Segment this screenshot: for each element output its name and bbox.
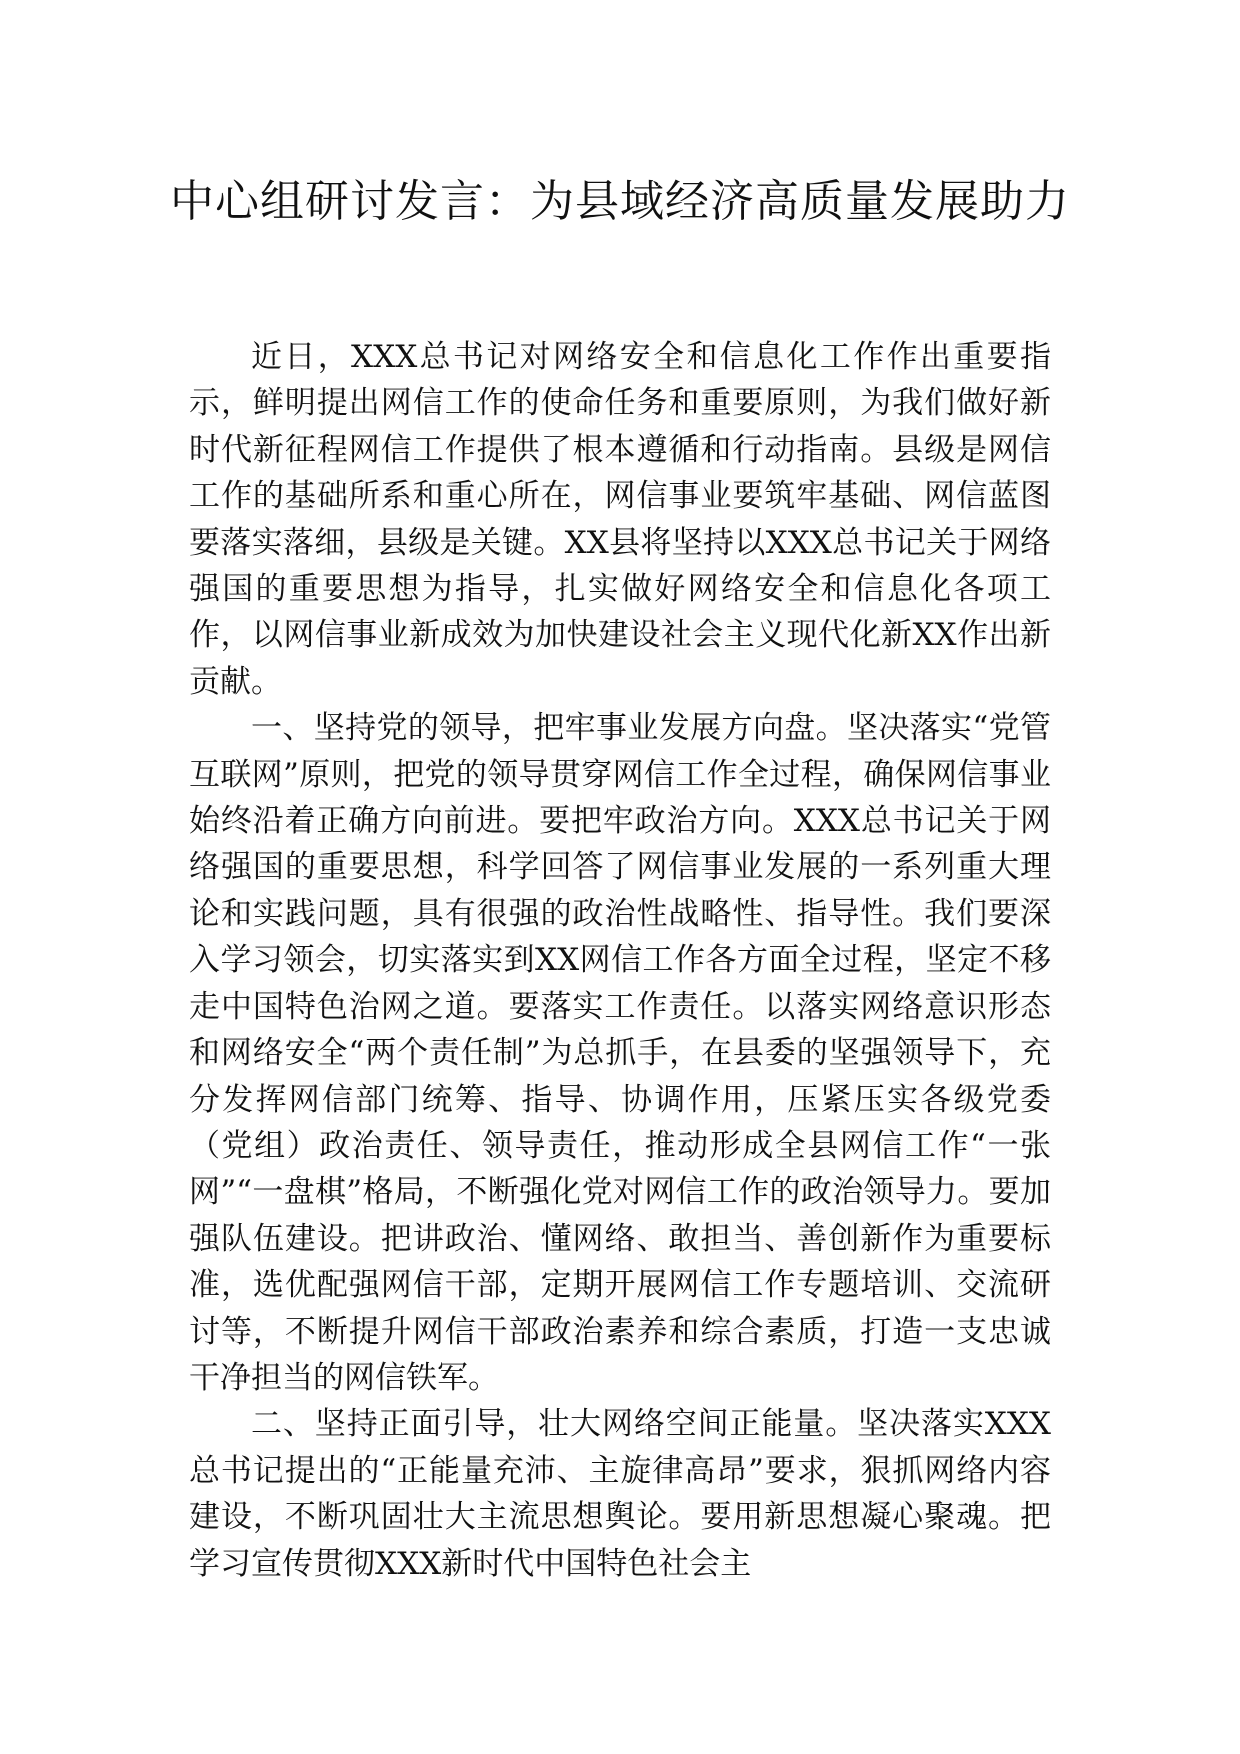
document-title: 中心组研讨发言：为县域经济高质量发展助力: [170, 176, 1070, 227]
paragraph-lead: 二、坚持正面引导，壮大网络空间正能量。: [251, 1406, 858, 1443]
paragraph-section-1: [189, 705, 1051, 1401]
paragraph-text: 坚决落实“党管互联网”原则，把党的领导贯穿网信工作全过程，确保网信事业始终沿着正确方向前进。要把牢政治方向。XXX总书记关于网络强国的重要思想，科学回答了网信事业发展的一系列重大理论和实践问题，具有很强的政治性战略性、指导性。我们要深入学习领会，切实落实到XX网信工作各方面全过程，坚定不移走中国特色治网之道。要落实工作责任。以落实网络意识形态和网络安全“两个责任制”为总抓手，在县委的坚强领导下，充分发挥网信部门统筹、指导、协调作用，压紧压实各级党委（党组）政治责任、领导责任，推动形成全县网信工作“一张网”“一盘棋”格局，不断强化党对网信工作的政治领导力。要加强队伍建设。把讲政治、懂网络、敢担当、善创新作为重要标准，选优配强网信干部，定期开展网信工作专题培训、交流研讨等，不断提升网信干部政治素养和综合素质，打造一支忠诚干净担当的网信铁军。: [189, 710, 1051, 1396]
paragraph-lead: 一、坚持党的领导，把牢事业发展方向盘。: [251, 710, 847, 747]
document-body: [189, 334, 1051, 1587]
paragraph-section-2: [189, 1401, 1051, 1587]
paragraph-intro: [189, 334, 1051, 705]
paragraph-text: 近日，XXX总书记对网络安全和信息化工作作出重要指示，鲜明提出网信工作的使命任务和重要原则，为我们做好新时代新征程网信工作提供了根本遵循和行动指南。县级是网信工作的基础所系和重心所在，网信事业要筑牢基础、网信蓝图要落实落细，县级是关键。XX县将坚持以XXX总书记关于网络强国的重要思想为指导，扎实做好网络安全和信息化各项工作，以网信事业新成效为加快建设社会主义现代化新XX作出新贡献。: [189, 339, 1051, 700]
paragraph-text: 坚决落实XXX总书记提出的“正能量充沛、主旋律高昂”要求，狠抓网络内容建设，不断巩固壮大主流思想舆论。要用新思想凝心聚魂。把学习宣传贯彻XXX新时代中国特色社会主: [189, 1406, 1051, 1582]
